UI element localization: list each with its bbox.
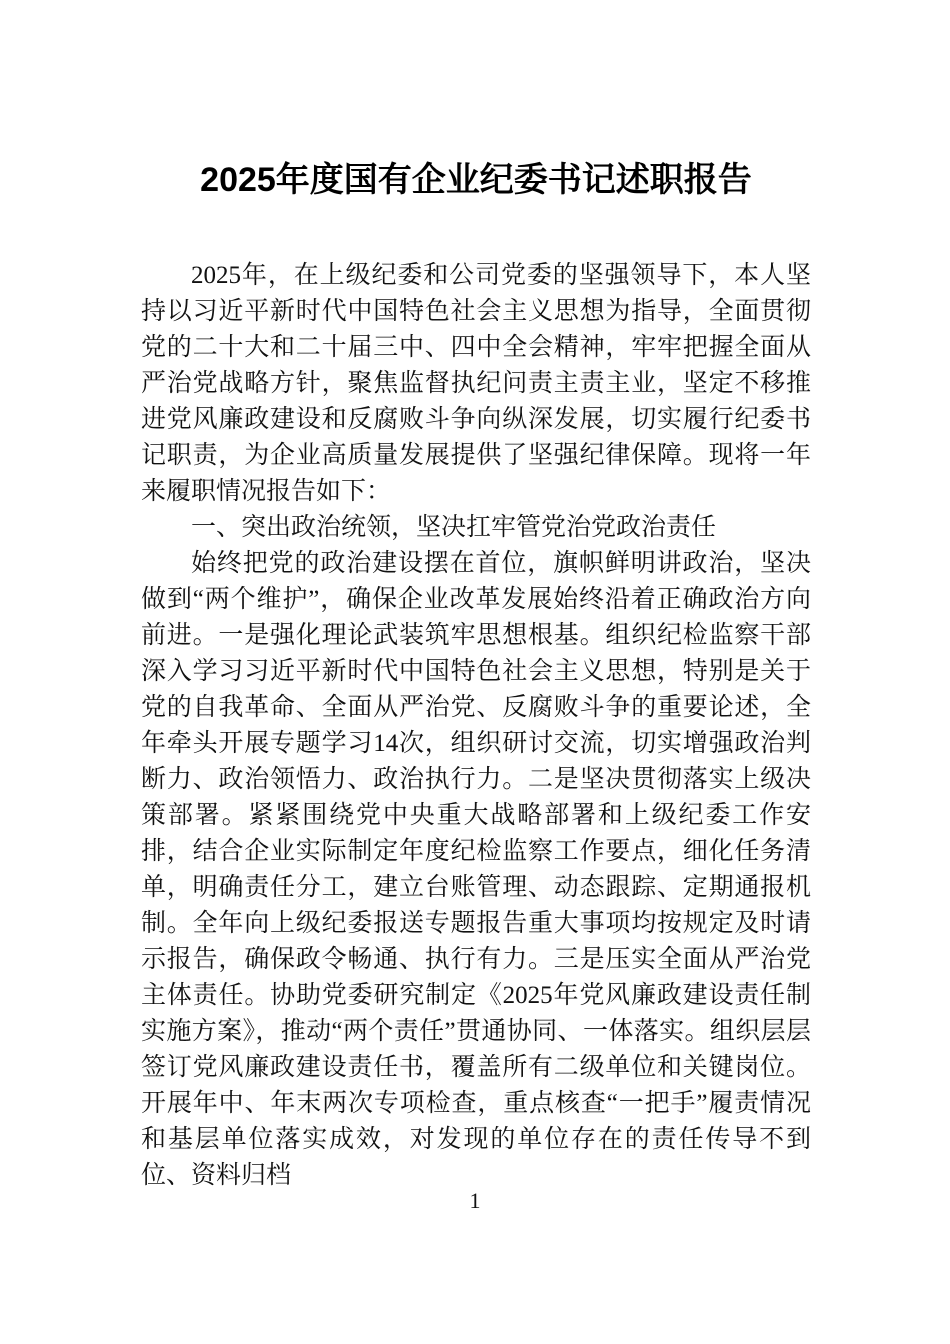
document-title: 2025年度国有企业纪委书记述职报告 bbox=[200, 161, 752, 199]
paragraph-section-1-body: 始终把党的政治建设摆在首位，旗帜鲜明讲政治，坚决做到“两个维护”，确保企业改革发展始终沿着正确政治方向前进。一是强化理论武装筑牢思想根基。组织纪检监察干部深入学习习近平新时代中国特色社会主义思想，特别是关于党的自我革命、全面从严治党、反腐败斗争的重要论述，全年牵头开展专题学习14次，组织研讨交流，切实增强政治判断力、政治领悟力、政治执行力。二是坚决贯彻落实上级决策部署。紧紧围绕党中央重大战略部署和上级纪委工作安排，结合企业实际制定年度纪检监察工作要点，细化任务清单，明确责任分工，建立台账管理、动态跟踪、定期通报机制。全年向上级纪委报送专题报告重大事项均按规定及时请示报告，确保政令畅通、执行有力。三是压实全面从严治党主体责任。协助党委研究制定《2025年党风廉政建设责任制实施方案》，推动“两个责任”贯通协同、一体落实。组织层层签订党风廉政建设责任书，覆盖所有二级单位和关键岗位。开展年中、年末两次专项检查，重点核查“一把手”履责情况和基层单位落实成效，对发现的单位存在的责任传导不到位、资料归档 bbox=[141, 550, 811, 1190]
page-number: 1 bbox=[469, 1188, 481, 1213]
section-heading-1: 一、突出政治统领，坚决扛牢管党治党政治责任 bbox=[191, 514, 717, 542]
paragraph-intro: 2025年，在上级纪委和公司党委的坚强领导下，本人坚持以习近平新时代中国特色社会主义思想为指导，全面贯彻党的二十大和二十届三中、四中全会精神，牢牢把握全面从严治党战略方针，聚焦监督执纪问责主责主业，坚定不移推进党风廉政建设和反腐败斗争向纵深发展，切实履行纪委书记职责，为企业高质量发展提供了坚强纪律保障。现将一年来履职情况报告如下： bbox=[141, 262, 811, 506]
document-body bbox=[141, 258, 811, 1194]
